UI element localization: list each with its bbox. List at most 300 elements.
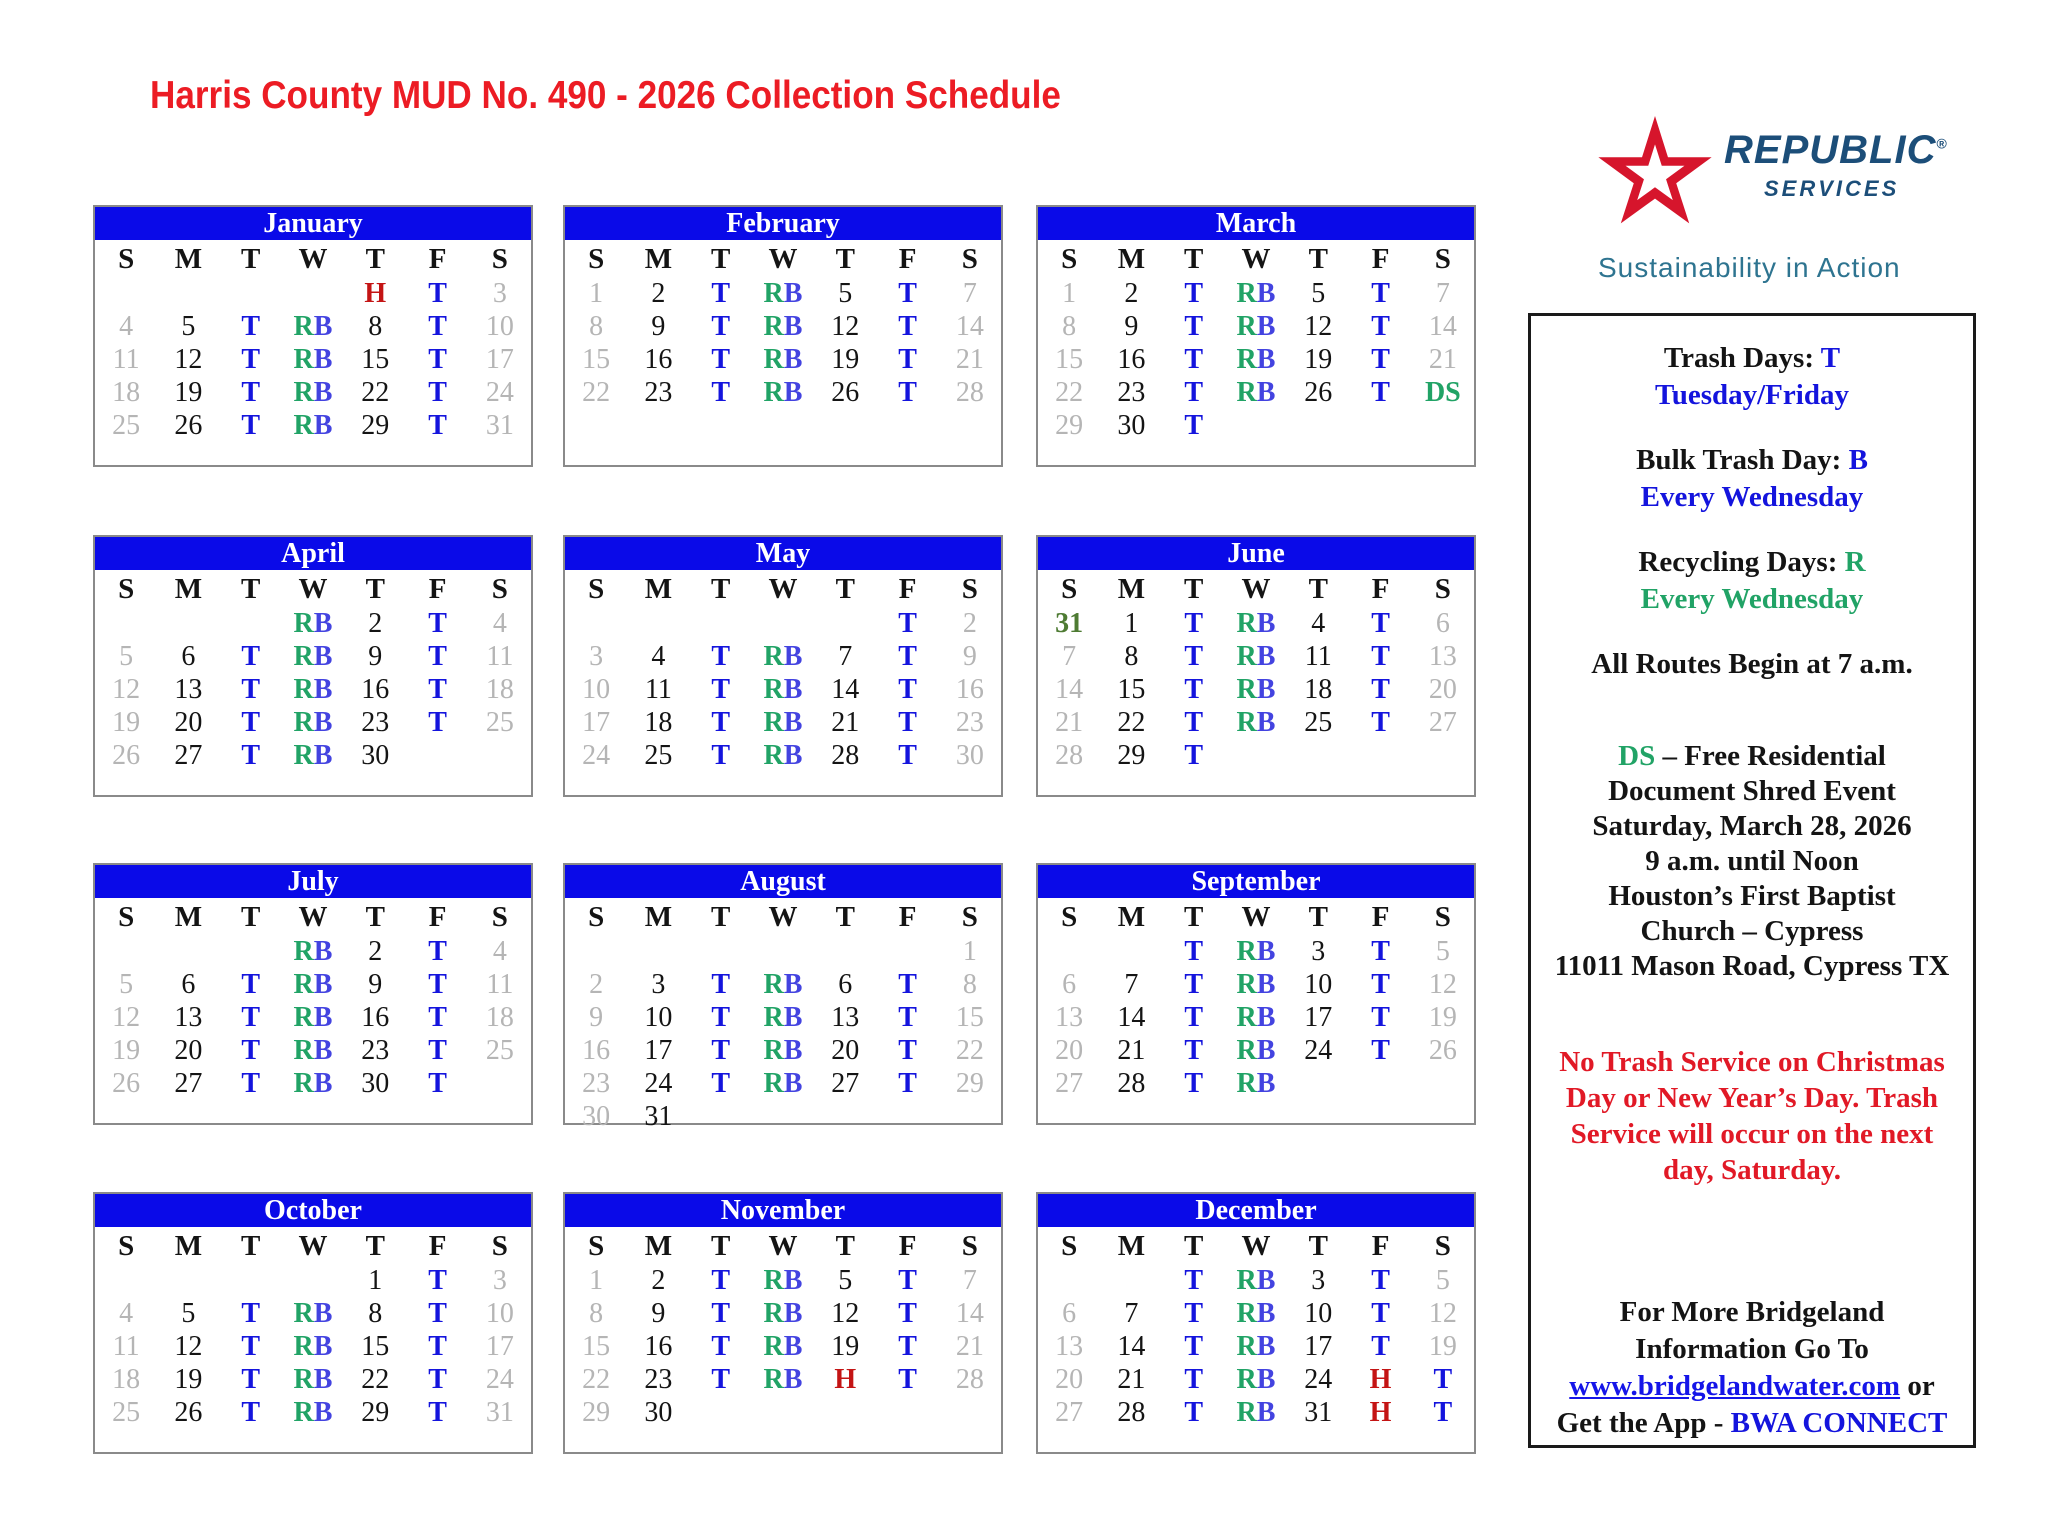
cell-trash xyxy=(406,640,468,673)
day-header: F xyxy=(898,242,917,275)
cell-empty xyxy=(627,607,689,640)
cell-date xyxy=(1100,640,1162,673)
cell-trash-text: T xyxy=(1184,1298,1204,1329)
cell-date-text: 7 xyxy=(1124,1298,1139,1329)
day-header: T xyxy=(241,900,261,933)
cell-weekend-date-text: 3 xyxy=(492,1265,507,1296)
cell-recycle-bulk xyxy=(1225,607,1287,640)
cell-recycle-bulk-text: R xyxy=(763,311,784,342)
cell-date-text: 16 xyxy=(644,344,673,375)
cell-recycle-bulk-text: R xyxy=(1236,1397,1257,1428)
day-header-row xyxy=(95,571,531,607)
cell-recycle-bulk-text: B xyxy=(313,1298,333,1329)
cell-weekend-date-text: 15 xyxy=(1055,344,1084,375)
cell-trash-text: T xyxy=(428,1265,447,1296)
cell-weekend-date-text: 31 xyxy=(485,1397,514,1428)
cell-weekend-date-text: 10 xyxy=(485,311,514,342)
cell-recycle-bulk-text: R xyxy=(1236,969,1257,1000)
cell-weekend-date xyxy=(1412,343,1474,376)
month-title: January xyxy=(95,207,531,240)
cell-weekend-date xyxy=(565,1396,627,1429)
cell-date-text: 6 xyxy=(181,969,196,1000)
cell-recycle-bulk xyxy=(752,1330,814,1363)
cell-weekend-date xyxy=(1412,1297,1474,1330)
cell-empty xyxy=(1412,739,1474,772)
cell-trash xyxy=(876,343,938,376)
cell-weekend-date-text: 11 xyxy=(112,1331,140,1362)
cell-trash-text: T xyxy=(898,377,917,408)
cell-recycle-bulk-text: R xyxy=(1236,1364,1257,1395)
day-header: T xyxy=(835,242,855,275)
cell-date-text: 22 xyxy=(361,377,390,408)
cell-date xyxy=(627,376,689,409)
cell-trash xyxy=(876,607,938,640)
cell-trash-text: T xyxy=(241,969,261,1000)
cell-trash xyxy=(690,277,752,310)
cell-empty xyxy=(95,607,157,640)
cell-date-text: 12 xyxy=(1304,311,1333,342)
day-header: T xyxy=(1308,1229,1328,1262)
cell-weekend-date xyxy=(1412,1034,1474,1067)
cell-empty xyxy=(406,739,468,772)
cell-date xyxy=(1287,673,1349,706)
cell-weekend-date-text: 21 xyxy=(1428,344,1457,375)
calendar-week-row xyxy=(1038,640,1474,673)
cell-date-text: 25 xyxy=(1304,707,1333,738)
cell-recycle-bulk-text: B xyxy=(783,311,803,342)
month-title: August xyxy=(565,865,1001,898)
cell-weekend-date xyxy=(565,343,627,376)
cell-weekend-date xyxy=(939,1067,1001,1100)
cell-trash-text: T xyxy=(711,311,731,342)
month-title: July xyxy=(95,865,531,898)
cell-recycle-bulk-text: B xyxy=(1256,1002,1276,1033)
cell-date xyxy=(1287,1001,1349,1034)
calendar-week-row xyxy=(95,1067,531,1100)
cell-date-text: 18 xyxy=(644,707,673,738)
month-title: April xyxy=(95,537,531,570)
cell-trash-text: T xyxy=(428,1331,447,1362)
cell-weekend-date xyxy=(939,310,1001,343)
day-header: F xyxy=(898,1229,917,1262)
cell-date-text: 10 xyxy=(644,1002,673,1033)
calendar-week-row xyxy=(95,706,531,739)
cell-trash-text: T xyxy=(428,1068,447,1099)
shred-event-line xyxy=(1531,739,1973,774)
cell-recycle-bulk-text: B xyxy=(313,1002,333,1033)
month-table xyxy=(95,241,531,442)
cell-date xyxy=(627,310,689,343)
calendar-week-row xyxy=(1038,1297,1474,1330)
cell-trash xyxy=(876,1363,938,1396)
cell-recycle-bulk-text: R xyxy=(1236,1265,1257,1296)
cell-recycle-bulk-text: R xyxy=(293,936,314,967)
cell-weekend-date-text: 17 xyxy=(485,344,514,375)
day-header: M xyxy=(644,1229,673,1262)
cell-date-text: 14 xyxy=(1117,1002,1146,1033)
cell-date xyxy=(627,739,689,772)
cell-trash xyxy=(406,1264,468,1297)
cell-trash-text: T xyxy=(1184,1331,1204,1362)
cell-weekend-date xyxy=(565,310,627,343)
cell-date-text: 28 xyxy=(1117,1068,1146,1099)
cell-trash xyxy=(876,1297,938,1330)
cell-trash xyxy=(220,706,282,739)
cell-trash-text: T xyxy=(428,1397,447,1428)
cell-trash-text: T xyxy=(711,1364,731,1395)
cell-date xyxy=(344,1396,406,1429)
cell-trash-text: T xyxy=(1371,1298,1390,1329)
day-header-row xyxy=(95,1228,531,1264)
cell-recycle-bulk-text: R xyxy=(1236,1002,1257,1033)
cell-empty xyxy=(1287,1067,1349,1100)
day-header: W xyxy=(298,242,328,275)
cell-recycle-bulk-text: R xyxy=(1236,641,1257,672)
shred-first-line: – Free Residential xyxy=(1655,740,1886,772)
calendar-week-row xyxy=(95,1264,531,1297)
month-july xyxy=(93,863,533,1125)
cell-recycle-bulk-text: B xyxy=(313,1331,333,1362)
cell-trash xyxy=(220,968,282,1001)
cell-weekend-date xyxy=(1038,1067,1100,1100)
cell-trash xyxy=(1163,1297,1225,1330)
cell-weekend-date xyxy=(1412,1330,1474,1363)
cell-weekend-date-text: 10 xyxy=(582,674,611,705)
cell-date xyxy=(627,1396,689,1429)
cell-weekend-date-text: 9 xyxy=(962,641,977,672)
cell-trash xyxy=(876,739,938,772)
cell-recycle-bulk-text: B xyxy=(783,344,803,375)
calendar-week-row xyxy=(1038,1034,1474,1067)
day-header: S xyxy=(491,1229,508,1262)
cell-trash-text: T xyxy=(428,278,447,309)
cell-empty xyxy=(1349,409,1411,442)
cell-trash xyxy=(876,1264,938,1297)
cell-date-text: 30 xyxy=(361,740,390,771)
cell-weekend-date-text: 4 xyxy=(119,311,134,342)
cell-recycle-bulk-text: R xyxy=(1236,608,1257,639)
cell-date-text: 6 xyxy=(181,641,196,672)
day-header: T xyxy=(711,1229,731,1262)
cell-date-text: 26 xyxy=(831,377,860,408)
cell-date-text: 21 xyxy=(831,707,860,738)
cell-trash-text: T xyxy=(428,410,447,441)
cell-date xyxy=(814,673,876,706)
day-header: T xyxy=(835,572,855,605)
cell-recycle-bulk-text: B xyxy=(1256,674,1276,705)
cell-trash xyxy=(406,376,468,409)
cell-trash-text: T xyxy=(428,1002,447,1033)
cell-weekend-date xyxy=(1412,607,1474,640)
cell-weekend-date xyxy=(1412,640,1474,673)
cell-date-text: 7 xyxy=(838,641,853,672)
cell-date xyxy=(814,376,876,409)
cell-date xyxy=(1100,1363,1162,1396)
cell-trash xyxy=(220,673,282,706)
cell-empty xyxy=(876,1100,938,1133)
cell-recycle-bulk xyxy=(752,968,814,1001)
cell-empty xyxy=(1287,739,1349,772)
cell-date xyxy=(1100,310,1162,343)
cell-date xyxy=(627,343,689,376)
cell-trash xyxy=(690,1067,752,1100)
calendar-week-row xyxy=(1038,409,1474,442)
cell-recycle-bulk xyxy=(1225,1067,1287,1100)
cell-date xyxy=(627,706,689,739)
cell-date-text: 9 xyxy=(651,1298,666,1329)
cell-date xyxy=(157,343,219,376)
cell-empty xyxy=(876,1396,938,1429)
cell-date xyxy=(1287,1330,1349,1363)
cell-trash xyxy=(1163,277,1225,310)
cell-date xyxy=(157,673,219,706)
cell-recycle-bulk-text: B xyxy=(783,1298,803,1329)
cell-trash-text: T xyxy=(241,344,261,375)
cell-date xyxy=(344,1297,406,1330)
cell-weekend-date xyxy=(95,640,157,673)
cell-weekend-date xyxy=(939,968,1001,1001)
calendar-week-row xyxy=(95,1330,531,1363)
cell-date-text: 27 xyxy=(831,1068,860,1099)
cell-trash-text: T xyxy=(711,641,731,672)
cell-weekend-date-text: 7 xyxy=(962,1265,977,1296)
day-header: W xyxy=(298,572,328,605)
cell-empty xyxy=(95,935,157,968)
cell-date xyxy=(814,1264,876,1297)
cell-date xyxy=(1100,1330,1162,1363)
cell-recycle-bulk xyxy=(282,739,344,772)
cell-trash-text: T xyxy=(428,641,447,672)
calendar-week-row xyxy=(565,1330,1001,1363)
cell-trash-text: T xyxy=(1184,278,1204,309)
cell-date-text: 5 xyxy=(838,1265,853,1296)
day-header: S xyxy=(1061,242,1078,275)
holiday-note-line: day, Saturday. xyxy=(1662,1154,1842,1186)
cell-trash-text: T xyxy=(241,1397,261,1428)
cell-weekend-date xyxy=(939,376,1001,409)
calendar-week-row xyxy=(565,673,1001,706)
cell-weekend-date xyxy=(1038,968,1100,1001)
cell-date xyxy=(814,968,876,1001)
cell-empty xyxy=(157,607,219,640)
cell-weekend-date-text: 29 xyxy=(955,1068,984,1099)
cell-weekend-date xyxy=(1038,739,1100,772)
day-header: T xyxy=(711,572,731,605)
cell-trash-text: T xyxy=(428,707,447,738)
cell-trash xyxy=(1163,739,1225,772)
bridgeland-link[interactable]: www.bridgelandwater.com xyxy=(1569,1370,1901,1402)
calendar-week-row xyxy=(1038,739,1474,772)
logo-name xyxy=(1724,128,1948,173)
cell-recycle-bulk xyxy=(1225,1034,1287,1067)
calendar-week-row xyxy=(565,1363,1001,1396)
cell-date xyxy=(627,673,689,706)
shred-event-line: 9 a.m. until Noon xyxy=(1645,845,1859,877)
cell-trash xyxy=(690,1363,752,1396)
cell-date-text: 2 xyxy=(368,608,383,639)
cell-recycle-bulk xyxy=(752,1067,814,1100)
day-header: F xyxy=(1371,900,1390,933)
recycle-code: R xyxy=(1844,546,1866,578)
day-header: S xyxy=(118,572,135,605)
cell-weekend-date xyxy=(565,640,627,673)
cell-date-text: 28 xyxy=(1117,1397,1146,1428)
cell-trash xyxy=(1349,1034,1411,1067)
cell-trash xyxy=(220,1067,282,1100)
cell-weekend-date xyxy=(939,706,1001,739)
cell-weekend-date-text: 1 xyxy=(589,278,604,309)
cell-recycle-bulk-text: B xyxy=(1256,1298,1276,1329)
cell-trash xyxy=(876,968,938,1001)
cell-weekend-date xyxy=(1038,1396,1100,1429)
cell-weekend-date-text: 18 xyxy=(112,377,141,408)
cell-recycle-bulk xyxy=(282,376,344,409)
cell-date-text: 26 xyxy=(174,1397,203,1428)
cell-holiday xyxy=(814,1363,876,1396)
cell-recycle-bulk-text: B xyxy=(313,1397,333,1428)
cell-recycle-bulk-text: B xyxy=(313,1364,333,1395)
cell-empty xyxy=(282,277,344,310)
cell-date xyxy=(1100,343,1162,376)
cell-weekend-date xyxy=(1038,640,1100,673)
cell-date-text: 5 xyxy=(181,311,196,342)
cell-trash-text: T xyxy=(1184,1364,1204,1395)
cell-weekend-date-text: 19 xyxy=(112,1035,141,1066)
cell-date-text: 18 xyxy=(1304,674,1333,705)
cell-holiday-text: H xyxy=(1369,1364,1392,1395)
cell-trash-text: T xyxy=(1184,344,1204,375)
cell-recycle-bulk xyxy=(1225,376,1287,409)
cell-recycle-bulk xyxy=(1225,1001,1287,1034)
cell-date xyxy=(814,277,876,310)
cell-recycle-bulk-text: B xyxy=(783,1002,803,1033)
cell-date-text: 9 xyxy=(368,969,383,1000)
day-header: W xyxy=(768,572,798,605)
cell-recycle-bulk-text: B xyxy=(313,1068,333,1099)
cell-weekend-date xyxy=(939,277,1001,310)
cell-date-text: 3 xyxy=(651,969,666,1000)
cell-weekend-date-text: 7 xyxy=(962,278,977,309)
month-title: November xyxy=(565,1194,1001,1227)
cell-weekend-date-text: 6 xyxy=(1062,969,1077,1000)
month-august xyxy=(563,863,1003,1132)
cell-weekend-date-text: 30 xyxy=(582,1101,611,1132)
routes-note: All Routes Begin at 7 a.m. xyxy=(1591,648,1913,680)
cell-recycle-bulk-text: B xyxy=(313,377,333,408)
cell-trash xyxy=(1412,1396,1474,1429)
day-header: S xyxy=(1434,572,1451,605)
cell-recycle-bulk-text: R xyxy=(1236,936,1257,967)
day-header: S xyxy=(961,242,978,275)
cell-trash xyxy=(220,1396,282,1429)
cell-weekend-date-text: 19 xyxy=(1428,1002,1457,1033)
cell-recycle-bulk-text: R xyxy=(763,969,784,1000)
cell-trash-text: T xyxy=(898,1298,917,1329)
cell-date xyxy=(157,1034,219,1067)
cell-trash xyxy=(690,1297,752,1330)
calendar-week-row xyxy=(565,640,1001,673)
cell-empty xyxy=(565,607,627,640)
cell-date-text: 23 xyxy=(644,1364,673,1395)
cell-trash-text: T xyxy=(898,674,917,705)
cell-date-text: 24 xyxy=(1304,1035,1333,1066)
cell-trash-text: T xyxy=(1371,1002,1390,1033)
cell-date-text: 9 xyxy=(1124,311,1139,342)
cell-recycle-bulk-text: R xyxy=(1236,311,1257,342)
cell-trash xyxy=(1163,376,1225,409)
info-panel xyxy=(1528,313,1976,1448)
cell-trash-text: T xyxy=(1184,969,1204,1000)
trash-code: T xyxy=(1820,342,1841,374)
calendar-week-row xyxy=(95,409,531,442)
month-december xyxy=(1036,1192,1476,1454)
cell-weekend-date xyxy=(469,673,531,706)
cell-date-text: 13 xyxy=(831,1002,860,1033)
month-title: September xyxy=(1038,865,1474,898)
cell-weekend-date xyxy=(565,1034,627,1067)
cell-weekend-date xyxy=(95,1034,157,1067)
calendar-week-row xyxy=(565,376,1001,409)
cell-weekend-date xyxy=(1038,1297,1100,1330)
cell-trash xyxy=(1163,1001,1225,1034)
cell-weekend-date-text: 22 xyxy=(582,1364,611,1395)
calendar-week-row xyxy=(565,1297,1001,1330)
cell-recycle-bulk-text: B xyxy=(313,707,333,738)
day-header: S xyxy=(588,572,605,605)
day-header: M xyxy=(174,572,203,605)
month-october xyxy=(93,1192,533,1454)
cell-shred-event-text: DS xyxy=(1424,377,1461,408)
cell-weekend-date xyxy=(939,640,1001,673)
cell-weekend-date xyxy=(469,706,531,739)
cell-weekend-date-text: 7 xyxy=(1062,641,1077,672)
cell-holiday xyxy=(344,277,406,310)
cell-date xyxy=(344,673,406,706)
day-header: M xyxy=(644,242,673,275)
cell-weekend-date xyxy=(1412,277,1474,310)
day-header: F xyxy=(1371,242,1390,275)
cell-date-text: 29 xyxy=(1117,740,1146,771)
day-header: T xyxy=(1184,572,1204,605)
cell-date xyxy=(1287,1297,1349,1330)
cell-date xyxy=(1287,640,1349,673)
calendar-week-row xyxy=(95,1396,531,1429)
cell-date-text: 9 xyxy=(651,311,666,342)
shred-code: DS xyxy=(1618,740,1656,772)
cell-weekend-date xyxy=(1038,1363,1100,1396)
cell-weekend-date xyxy=(939,607,1001,640)
cell-date-text: 16 xyxy=(1117,344,1146,375)
cell-recycle-bulk-text: R xyxy=(293,608,314,639)
month-may xyxy=(563,535,1003,797)
cell-recycle-bulk-text: R xyxy=(1236,344,1257,375)
cell-trash xyxy=(876,376,938,409)
cell-trash xyxy=(1349,310,1411,343)
cell-empty xyxy=(1100,1264,1162,1297)
day-header: T xyxy=(1184,1229,1204,1262)
day-header: T xyxy=(365,242,385,275)
cell-empty xyxy=(469,1067,531,1100)
cell-recycle-bulk-text: B xyxy=(1256,1265,1276,1296)
cell-weekend-date-text: 20 xyxy=(1428,674,1457,705)
cell-trash-text: T xyxy=(711,707,731,738)
cell-date xyxy=(1287,607,1349,640)
day-header: M xyxy=(1117,572,1146,605)
cell-date-text: 27 xyxy=(174,1068,203,1099)
calendar-week-row xyxy=(565,310,1001,343)
cell-holiday xyxy=(1349,1396,1411,1429)
calendar-week-row xyxy=(1038,968,1474,1001)
